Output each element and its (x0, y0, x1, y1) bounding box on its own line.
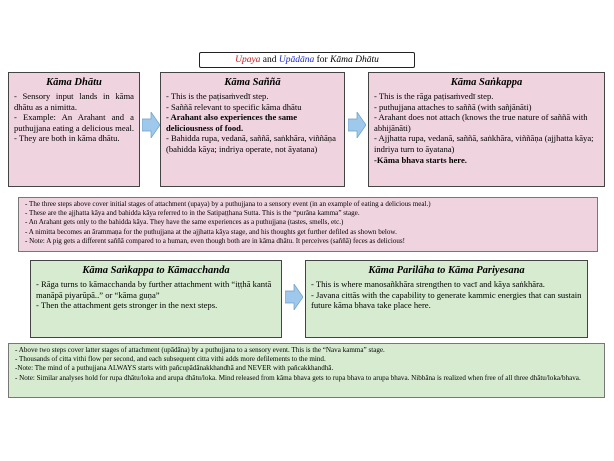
upaya-note-box (18, 197, 598, 252)
title-and: and (260, 55, 279, 65)
kamacchanda-line-1: - Rāga turns to kāmacchanda by further attachment with “iṭṭhā kantā manāpā piyarūpā..” or “kāma guṇa” (36, 279, 272, 300)
kama-sankappa-box (368, 72, 605, 187)
kama-sanna-line-3: - Arahant also experiences the same deliciousness of food. (166, 112, 298, 133)
arrow-right-1 (142, 112, 160, 138)
kama-sanna-heading: Kāma Saññā (224, 77, 281, 88)
kama-sankappa-line-1: - This is the rāga paṭisaṁvedī step. (374, 91, 494, 101)
upaya-note-line-1: - The three steps above cover initial stages of attachment (upaya) by a puthujjana to a sensory event (in an example of eating a delicious meal.) (25, 200, 431, 208)
kama-sanna-line-4: - Bahidda rupa, vedanā, saññā, saṅkhāra, viññāṇa (bahidda kāya; indriya operate, not āyatana) (166, 133, 336, 154)
upadana-note-line-2: - Thousands of citta vithi flow per second, and each subsequent citta vithi adds more defilements to the mind. (15, 355, 326, 364)
kamacchanda-heading: Kāma Saṅkappa to Kāmacchanda (82, 265, 230, 276)
kamacchanda-box (30, 260, 282, 338)
pariyesana-heading: Kāma Parilāha to Kāma Pariyesana (368, 265, 525, 276)
kama-sankappa-line-5: -Kāma bhava starts here. (374, 154, 467, 165)
kama-sanna-line-2: - Saññā relevant to specific kāma dhātu (166, 101, 302, 112)
upaya-note-line-3: - An Arahant gets only to the bahidda kāya. They have the same experiences as a puthujjana (tastes, smells, etc.) (25, 218, 344, 227)
upadana-note-line-1: - Above two steps cover latter stages of attachment (upādāna) by a puthujjana to a sensory event. This is the “Nava kamma” stage. (15, 346, 385, 354)
pariyesana-line-1: - This is where manosañkhāra strengthen to vacī and kāya saṅkhāra. (311, 279, 545, 289)
pariyesana-box (305, 260, 588, 338)
title-for: for (314, 55, 331, 65)
title-upaya: Upaya (235, 55, 261, 65)
kama-sanna-box (160, 72, 345, 187)
arrow-right-2 (348, 112, 366, 138)
kamacchanda-line-2: - Then the attachment gets stronger in the next steps. (36, 300, 218, 311)
pariyesana-line-2: - Javana cittās with the capability to generate kammic energies that can sustain future kāma bhava take place here. (311, 289, 582, 311)
kama-dhatu-line-2: - Example: An Arahant and a puthujjana eating a delicious meal. - They are both in kāma dhātu. (14, 112, 134, 144)
kama-sankappa-line-4: - Ajjhatta rupa, vedanā, saññā, saṅkhāra, viññāṇa (ajjhatta kāya; indriya turn to āyatana) (374, 133, 594, 154)
kama-dhatu-box (8, 72, 140, 187)
arrow-right-3 (285, 284, 303, 310)
title-kama-dhatu: Kāma Dhātu (330, 55, 379, 65)
upaya-note-line-5: - Note: A pig gets a different saññā compared to a human, even though both are in kāma dhātu. It perceives (saññā) feces as delicious! (25, 236, 406, 245)
upadana-note-line-4: - Note: Similar analyses hold for rupa dhātu/loka and arupa dhātu/loka. Mind released from kāma bhava gets to rupa bhava to arupa bhava. Nibbāna is realized when free of all three dhātu/loka/bhava. (15, 373, 581, 382)
kama-sankappa-line-2: - puthujjana attaches to saññā (with sañjānāti) (374, 101, 532, 112)
upaya-note-line-4: - A nimitta becomes an ārammaṇa for the puthujjana at the ajjhatta kāya stage, and his thoughts get further defiled as shown below. (25, 227, 397, 236)
kama-dhatu-line-1: - Sensory input lands in kāma dhātu as a nimitta. (14, 91, 134, 112)
kama-dhatu-heading: Kāma Dhātu (46, 77, 102, 88)
upaya-note-line-2: - These are the ajjhatta kāya and bahidda kāya referred to in the Satipaṭṭhana Sutta. This is the “purāna kamma” stage. (25, 209, 360, 218)
kama-sankappa-line-3: - Arahant does not attach (knows the true nature of saññā with abhijānāti) (374, 112, 588, 133)
upadana-note-line-3: -Note: The mind of a puthujjana ALWAYS starts with pañcupādānakkhandhā and NEVER with pañcakkhandhā. (15, 364, 334, 373)
title-upadana: Upādāna (278, 55, 315, 65)
kama-sankappa-heading: Kāma Saṅkappa (450, 77, 523, 88)
upadana-note-box (8, 343, 605, 398)
diagram-title (199, 52, 415, 68)
kama-sanna-line-1: - This is the paṭisaṁvedī step. (166, 91, 269, 101)
